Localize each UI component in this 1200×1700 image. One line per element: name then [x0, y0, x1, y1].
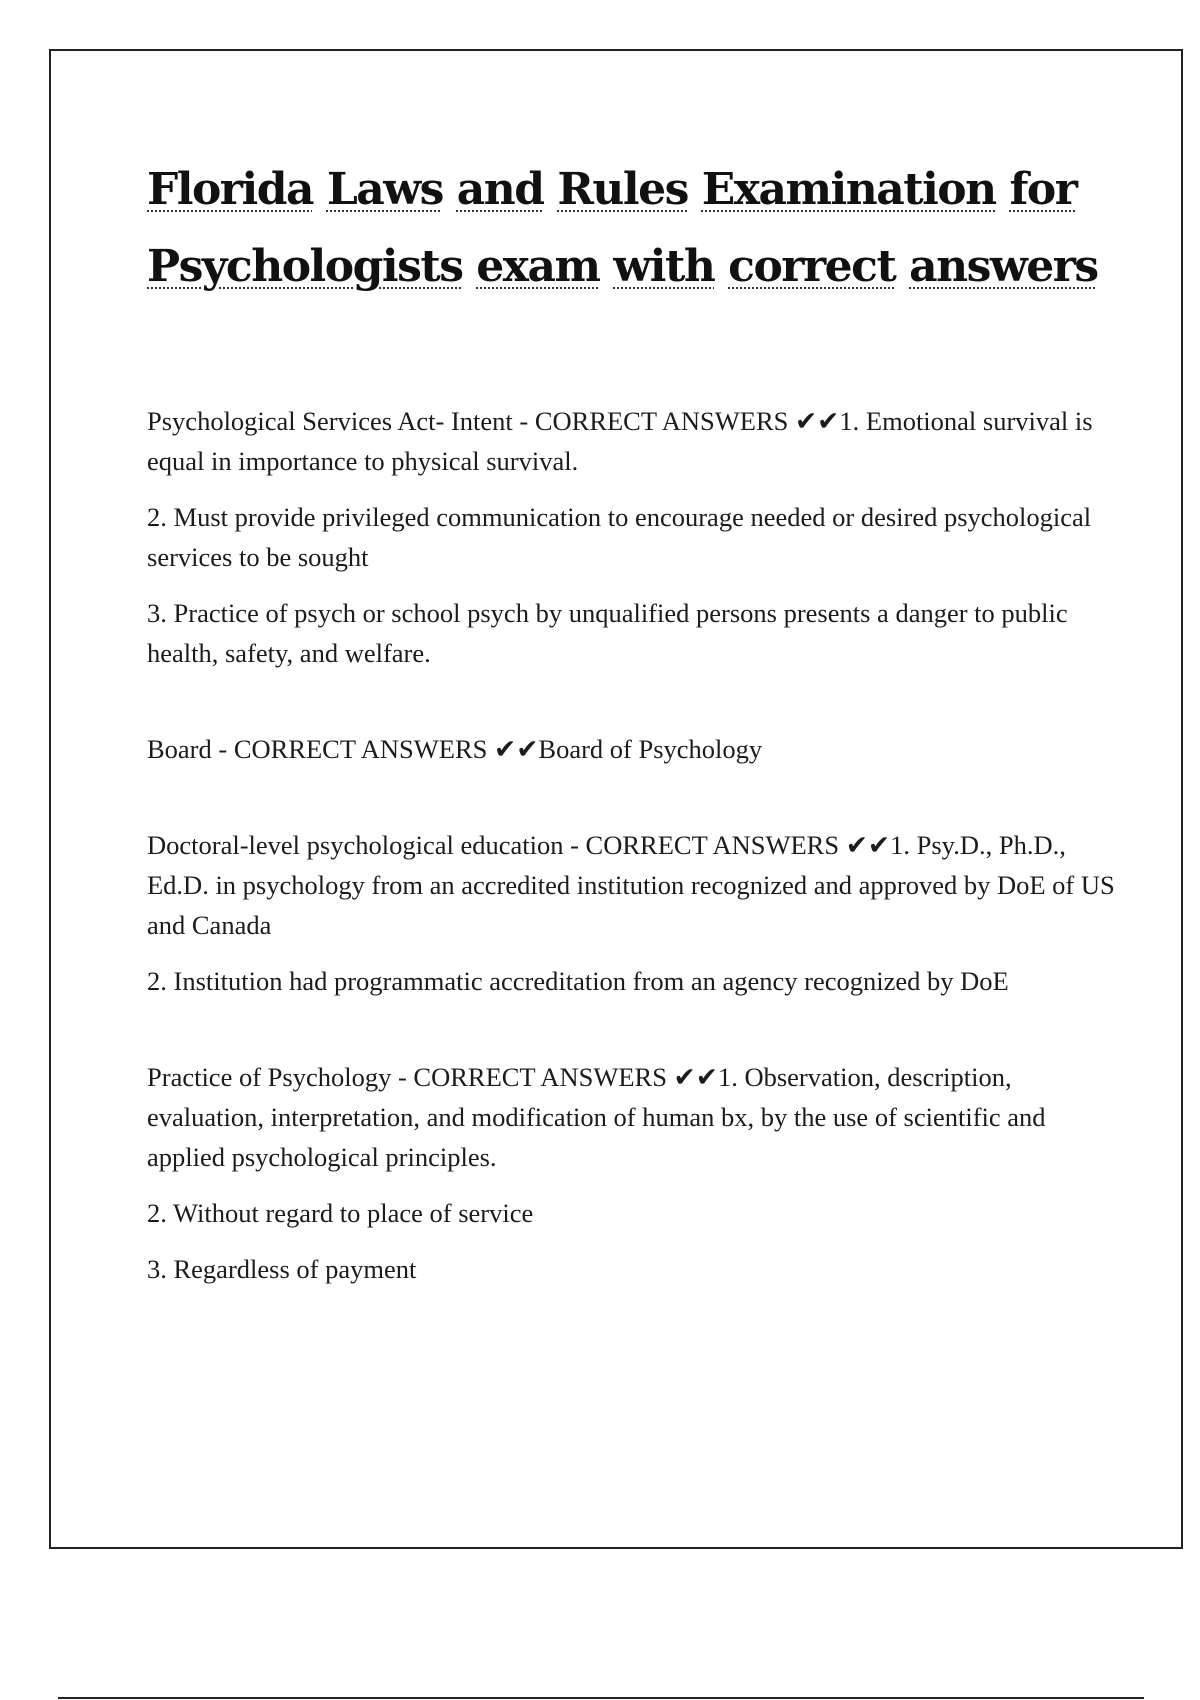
document-title	[147, 151, 1107, 305]
title-word: Psychologists	[147, 241, 463, 292]
entry-paragraph: 2. Must provide privileged communication to encourage needed or desired psychological services to be sought	[147, 502, 1092, 572]
entry-paragraph: 2. Without regard to place of service	[147, 1198, 534, 1228]
entry-paragraph: 3. Regardless of payment	[147, 1254, 417, 1284]
title-word: with	[613, 241, 715, 292]
title-word: for	[1009, 164, 1077, 215]
title-word: answers	[909, 241, 1098, 292]
entry-paragraph: Practice of Psychology - CORRECT ANSWERS ✔✔1. Observation, description, evaluation, interpretation, and modification of human bx, by the use of scientific and applied psychological principles.	[147, 1062, 1046, 1172]
title-word: Laws	[326, 164, 443, 215]
title-word: Rules	[557, 164, 688, 215]
document-body	[147, 401, 1127, 1345]
entry-paragraph: Psychological Services Act- Intent - CORRECT ANSWERS ✔✔1. Emotional survival is equal in importance to physical survival.	[147, 406, 1093, 476]
bottom-divider	[58, 1697, 1144, 1699]
title-word: Examination	[701, 164, 996, 215]
entry-paragraph: Doctoral-level psychological education - CORRECT ANSWERS ✔✔1. Psy.D., Ph.D., Ed.D. in psychology from an accredited institution recognized and approved by DoE of US and Canada	[147, 830, 1115, 940]
title-word: exam	[476, 241, 600, 292]
qa-entry-practice-of-psychology	[147, 1057, 1127, 1289]
entry-paragraph: Board - CORRECT ANSWERS ✔✔Board of Psychology	[147, 734, 763, 764]
qa-entry-intent	[147, 401, 1127, 673]
entry-paragraph: 3. Practice of psych or school psych by unqualified persons presents a danger to public health, safety, and welfare.	[147, 598, 1068, 668]
title-word: and	[456, 164, 544, 215]
page-frame	[49, 49, 1183, 1549]
title-word: correct	[728, 241, 896, 292]
entry-paragraph: 2. Institution had programmatic accreditation from an agency recognized by DoE	[147, 966, 1009, 996]
title-word: Florida	[147, 164, 313, 215]
qa-entry-board	[147, 729, 1127, 769]
qa-entry-doctoral-education	[147, 825, 1127, 1001]
